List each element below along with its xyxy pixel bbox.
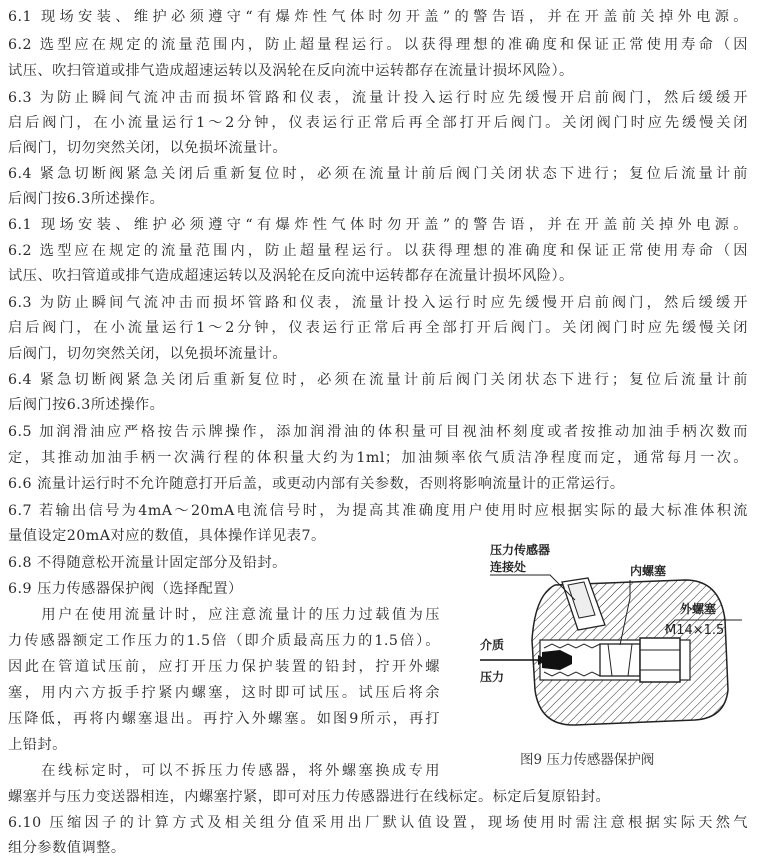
paragraph-line: 6.2 选型应在规定的流量范围内，防止超量程运行。以获得理想的准确度和保证正常使用寿命（因 [8,37,748,53]
label-inner-plug: 内螺塞 [630,564,667,578]
paragraph-line: 6.3 为防止瞬间气流冲击而损坏管路和仪表，流量计投入运行时应先缓慢开启前阀门，然后缓缓开 [8,90,748,106]
paragraph-line: 定，其推动加油手柄一次满行程的体积量大约为1ml；加油频率依气质洁净程度而定，通常每月一次。 [8,450,748,466]
paragraph-line: 6.4 紧急切断阀紧急关闭后重新复位时，必须在流量计前后阀门关闭状态下进行；复位后流量计前 [8,372,748,388]
label-pressure-sensor: 压力传感器 [490,543,551,557]
paragraph-line: 后阀门，切勿突然关闭，以免损坏流量计。 [8,346,288,362]
label-medium: 介质 [480,638,505,652]
paragraph-line: 上铅封。 [8,737,67,753]
paragraph-line: 6.3 为防止瞬间气流冲击而损坏管路和仪表，流量计投入运行时应先缓慢开启前阀门，然后缓缓开 [8,295,748,311]
paragraph-line: 启后阀门，在小流量运行1～2分钟，仪表运行正常后再全部打开后阀门。关闭阀门时应先缓慢关闭 [8,320,748,336]
paragraph-line: 6.4 紧急切断阀紧急关闭后重新复位时，必须在流量计前后阀门关闭状态下进行；复位后流量计前 [8,166,748,182]
paragraph-line: 6.6 流量计运行时不允许随意打开后盖，或更动内部有关参数，否则将影响流量计的正常运行。 [8,476,625,492]
label-joint: 连接处 [490,560,527,574]
paragraph-line: 塞，用内六方扳手拧紧内螺塞，这时即可试压。试压后将余 [8,685,440,701]
paragraph-line: 压降低，再将内螺塞退出。再拧入外螺塞。如图9所示，再打 [8,711,440,727]
paragraph-line: 试压、吹扫管道或排气造成超速运转以及涡轮在反向流中运转都存在流量计损坏风险）。 [8,63,574,79]
paragraph-line: 组分参数值调整。 [8,840,126,856]
paragraph-line: 螺塞并与压力变送器相连，内螺塞拧紧，即可对压力传感器进行在线标定。标定后复原铅封。 [8,789,611,805]
paragraph-line: 后阀门，切勿突然关闭，以免损坏流量计。 [8,140,288,156]
inner-plug [600,644,640,676]
label-pressure: 压力 [480,670,505,684]
paragraph-line: 后阀门按6.3所述操作。 [8,191,165,207]
paragraph-line: 试压、吹扫管道或排气造成超速运转以及涡轮在反向流中运转都存在流量计损坏风险）。 [8,268,574,284]
paragraph-line: 6.2 选型应在规定的流量范围内，防止超量程运行。以获得理想的准确度和保证正常使用寿命（因 [8,243,748,259]
paragraph-line: 启后阀门，在小流量运行1～2分钟，仪表运行正常后再全部打开后阀门。关闭阀门时应先缓慢关闭 [8,115,748,131]
paragraph-line: 用户在使用流量计时，应注意流量计的压力过载值为压 [8,607,440,623]
paragraph-line: 6.1 现场安装、维护必须遵守“有爆炸性气体时勿开盖”的警告语，并在开盖前关掉外电源。 [8,217,748,233]
paragraph-line: 在线标定时，可以不拆压力传感器，将外螺塞换成专用 [8,763,440,779]
figure-caption: 图9 压力传感器保护阀 [520,752,655,768]
paragraph-line: 6.9 压力传感器保护阀（选择配置） [8,581,243,597]
paragraph-line: 力传感器额定工作压力的1.5倍（即介质最高压力的1.5倍）。 [8,633,440,649]
figure-9-pressure-protection-valve [480,540,745,780]
paragraph-line: 6.10 压缩因子的计算方式及相关组分值采用出厂默认值设置，现场使用时需注意根据实际天然气 [8,815,748,831]
paragraph-line: 量值设定20mA对应的数值，具体操作详见表7。 [8,528,326,544]
label-outer-plug: 外螺塞 [680,602,717,616]
paragraph-line: 6.1 现场安装、维护必须遵守“有爆炸性气体时勿开盖”的警告语，并在开盖前关掉外电源。 [8,9,748,25]
paragraph-line: 6.5 加润滑油应严格按告示牌操作，添加润滑油的体积量可目视油杯刻度或者按推动加油手柄次数而 [8,424,748,440]
paragraph-line: 6.7 若输出信号为4mA～20mA电流信号时，为提高其准确度用户使用时应根据实际的最大标准体积流 [8,503,748,519]
paragraph-line: 6.8 不得随意松开流量计固定部分及铅封。 [8,555,287,571]
paragraph-line: 因此在管道试压前，应打开压力保护装置的铅封，拧开外螺 [8,659,440,675]
label-thread-spec: M14×1.5 [665,623,725,638]
paragraph-line: 后阀门按6.3所述操作。 [8,397,165,413]
outer-plug [640,638,680,682]
